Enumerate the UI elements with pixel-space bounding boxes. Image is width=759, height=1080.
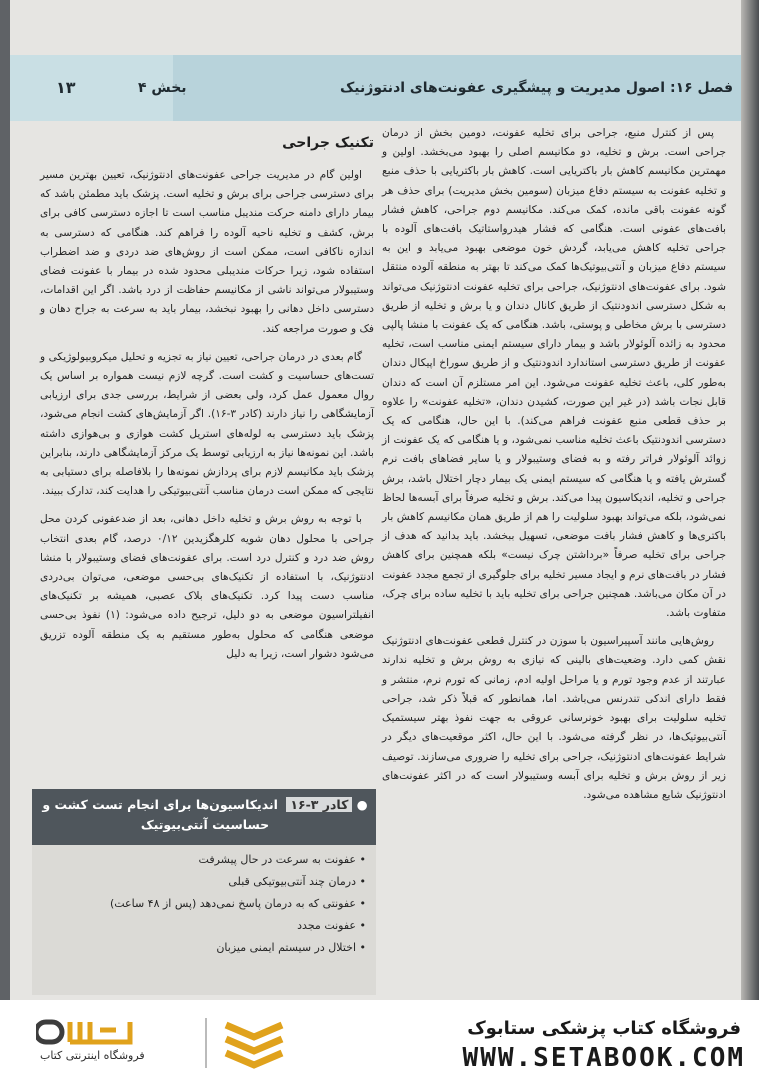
bullet-icon: ● (352, 797, 368, 812)
footer-divider (205, 1018, 207, 1068)
store-name: فروشگاه کتاب پزشکی ستابوک (467, 1018, 741, 1039)
chapter-title: فصل ۱۶: اصول مدیریت و پیشگیری عفونت‌های ادنتوژنیک (339, 80, 733, 96)
box-title: اندیکاسیون‌ها برای انجام تست کشت و حساسیت آنتی‌بیوتیک (42, 797, 278, 832)
left-column (40, 166, 374, 664)
book-gutter (741, 0, 759, 1000)
section-label: بخش ۴ (138, 80, 187, 96)
setabook-logo-icon (36, 1016, 146, 1048)
paragraph: اولین گام در مدیریت جراحی عفونت‌های ادنتوژنیک، تعیین بهترین مسیر برای دسترسی جراحی برای برش و تخلیه است. پزشک باید مطمئن باشد که بیمار دارای دامنه حرکت مندیبل مناسب است تا اجازه دسترسی کافی برای برش، کشف و تخلیه ناحیه آلوده را فراهم کند. هنگامی که دسترسی به اندازه ناکافی است، ممکن است از روش‌های ضد دردی و ضد اضطراب استفاده شود، زیرا حرکات مندیبلی محدود شده در بیمار با عفونت فضای وستیبولار می‌تواند ناشی از مکانیسم حفاظت از درد باشد. اگر این اقدامات، دسترسی داخل دهانی را بهبود نبخشد، بیمار باید به سرعت به جراح دهان و فک و صورت مراجعه کند. (40, 169, 374, 335)
paragraph: روش‌هایی مانند آسپیراسیون با سوزن در کنترل قطعی عفونت‌های ادنتوژنیک نقش کمی دارد. وضعیت‌های بالینی که نیازی به روش برش و تخلیه ندارند عبارتند از عدم وجود تورم و یا مراحل اولیه ادم، زمانی که تورم نرم، منتشر و فقط دارای اندکی تندرنس می‌باشد. اما، همانطور که قبلاً ذکر شد، جراحی تخلیه سلولیت برای بهبود خونرسانی عروقی به جهت نفوذ بهتر سیستمیک آنتی‌بیوتیک‌ها، در نظر گرفته می‌شود. با این حال، اکثر موقعیت‌های دیگر در شرایط عفونت‌های ادنتوژنیک، جراحی برای تخلیه را ضروری می‌سازند. توصیف زیر از روش برش و تخلیه برای آبسه وستیبولار است که در اکثر عفونت‌های ادنتوژنیک شایع مشاهده می‌شود. (382, 635, 726, 801)
page-number: ۱۳ (56, 78, 76, 97)
list-item: • عفونتی که به درمان پاسخ نمی‌دهد (پس از ۴۸ ساعت) (46, 893, 366, 915)
info-box-header (32, 789, 376, 845)
right-column (382, 124, 726, 805)
list-item: • درمان چند آنتی‌بیوتیکی قبلی (46, 871, 366, 893)
box-label: کادر ۳-۱۶ (286, 797, 352, 812)
info-box (32, 789, 376, 995)
store-url[interactable]: WWW.SETABOOK.COM (462, 1043, 745, 1073)
paragraph: پس از کنترل منبع، جراحی برای تخلیه عفونت، دومین بخش از درمان جراحی است. برش و تخلیه، دو مکانیسم اصلی را بهبود می‌بخشد. اولین و مهمترین مکانیسم کاهش بار باکتریایی است. کاهش بار باکتریایی با حذف منبع و تخلیه عفونت به سیستم دفاع میزبان (سومین بخش مدیریت) برای حذف هر گونه عفونت باقی مانده، کمک می‌کند. مکانیسم دوم جراحی، کاهش فشار بافت‌های عفونی است. هنگامی که فشار هیدرواستاتیک بافت‌های آلوده با جراحی تخلیه کاهش می‌یابد، گردش خون موضعی بهبود می‌یابد و این به سیستم دفاع میزبان و آنتی‌بیوتیک‌ها کمک می‌کند تا بهتر به منطقه آلوده منتقل شود. برای عفونت‌های ادنتوژنیک، جراحی برای تخلیه عفونت ادنتوژنیک می‌تواند به شکل دسترسی اندودنتیک از طریق کانال دندان و یا برش و تخلیه از طریق دسترسی با برش مخاطی و پوستی، باشد. هنگامی که یک عفونت با منشا پالپی محدود به زائده آلوئولار باشد و بیمار دارای سیستم ایمنی مناسب است، تخلیه عفونت از طریق دسترسی استاندارد اندودنتیک و از طریق سوراخ اپیکال دندان به‌طور کلی، باعث تخلیه عفونت می‌شود. این امر مستلزم آن است که دندان قابل نجات باشد (در غیر این صورت، کشیدن دندان، «تخلیه عفونت» را علاوه بر حذف قطعی منبع عفونت فراهم می‌کند). با این حال، هنگامی که یک دسترسی اندودنتیک باعث تخلیه مناسب نمی‌شود، و یا هنگامی که یک عفونت از زوائد آلوئولار فراتر رفته و به فضای وستیبولار و یا سایر فضاهای بافت نرم گسترش یافته و یا هنگامی که سیستم ایمنی یک بیمار دچار اختلال باشد، برش جراحی و تخلیه، اندیکاسیون پیدا می‌کند. برش و تخلیه صرفاً برای آبسه‌ها لحاظ نمی‌شود، بلکه می‌تواند بهبود سلولیت را هم از طریق همان مکانیسم کاهش بار باکتری‌ها و کاهش فشار بافت موضعی، تسهیل ببخشد. باید بدانید که هدف از جراحی برای تخلیه صرفاً «برداشتن چرک نیست» بلکه همچنین برای کاهش فشار در بافت‌های نرم و ایجاد مسیر تخلیه برای جلوگیری از تجمع مجدد عفونت در آن مکان می‌باشد. همچنین جراحی برای تخلیه باید با تخلیه ساده برای چرک، متفاوت باشد. (382, 127, 726, 620)
list-item: • اختلال در سیستم ایمنی میزبان (46, 937, 366, 959)
list-item: • عفونت به سرعت در حال پیشرفت (46, 849, 366, 871)
box-list (46, 849, 366, 959)
book-page (10, 0, 751, 1000)
paragraph: گام بعدی در درمان جراحی، تعیین نیاز به تجزیه و تحلیل میکروبیولوژیکی و تست‌های حساسیت و کشت است. گرچه لازم نیست همواره بر اساس یک روال معمول عمل کرد، ولی بعضی از شرایط، بررسی جدی برای ارزیابی آزمایشگاهی را نیاز دارند (کادر ۳-۱۶). اگر آزمایش‌های کشت انجام می‌شود، پزشک باید دسترسی به لوله‌های استریل کشت هوازی و بی‌هوازی داشته باشد. این نمونه‌ها نیاز به ارزیابی توسط یک مرکز آزمایشگاهی دارند، بنابراین پزشک باید مکانیسم لازم برای پردازش نمونه‌ها را بلافاصله برای دستیابی به نتایجی که ممکن است درمان مناسب آنتی‌بیوتیکی را هدایت کند، تدارک ببیند. (40, 350, 374, 498)
list-item: • عفونت مجدد (46, 915, 366, 937)
logo-tagline: فروشگاه اینترنتی کتاب (40, 1049, 145, 1062)
book-stack-logo-icon (222, 1017, 286, 1069)
section-title: تکنیک جراحی (282, 135, 374, 151)
paragraph: با توجه به روش برش و تخلیه داخل دهانی، بعد از ضدعفونی کردن محل جراحی با محلول دهان شویه کلرهگزیدین ۰/۱۲ درصد، گام بعدی انتخاب روش ضد درد و کنترل درد است. برای عفونت‌های فضای وستیبولار با منشا ادنتوژنیک، با استفاده از تکنیک‌های بی‌حسی موضعی، می‌توان بی‌دردی مناسب دست پیدا کرد. تکنیک‌های بلاک عصبی، همیشه بر تکنیک‌های انفیلتراسیون موضعی به دو دلیل، ترجیح داده می‌شود: (۱) نفوذ بی‌حسی موضعی هنگامی که محلول به‌طور مستقیم به یک منطقه آلوده تزریق می‌شود دشوار است، زیرا به دلیل (40, 513, 374, 660)
